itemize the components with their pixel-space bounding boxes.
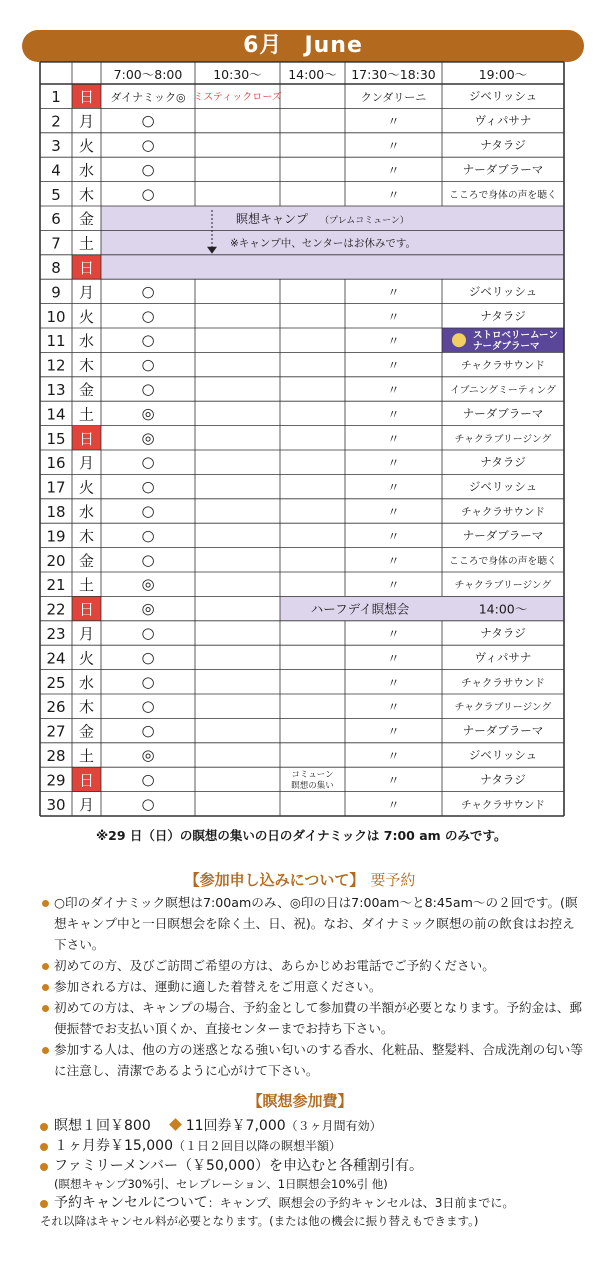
- slot-1730: クンダリーニ: [360, 91, 427, 105]
- slot-1900: チャクラブリージング: [454, 702, 552, 714]
- commune-label: コミューン: [291, 770, 334, 781]
- slot-1730: 〃: [387, 309, 400, 324]
- weekday: 金: [78, 381, 95, 399]
- weekday: 日: [78, 429, 95, 448]
- dynamic-slot: ○: [141, 502, 155, 520]
- dynamic-slot: ○: [141, 306, 155, 325]
- day-number: 2: [51, 112, 61, 131]
- slot-1730: 〃: [387, 407, 400, 422]
- commune-label: 瞑想の集い: [291, 781, 334, 792]
- day-number: 6: [51, 210, 61, 229]
- apply-list: [42, 892, 587, 1081]
- slot-1730: 〃: [387, 773, 400, 788]
- day-number: 21: [46, 576, 66, 595]
- slot-1900: チャクラブリージング: [454, 433, 552, 445]
- month-label: 6月: [243, 33, 283, 58]
- day-number: 7: [51, 234, 61, 253]
- apply-item: 参加される方は、運動に適した着替えをご用意ください。: [42, 976, 587, 997]
- day-number: 11: [46, 332, 66, 351]
- bullet-icon: [42, 1047, 49, 1054]
- apply-title: 【参加申し込みについて】: [184, 871, 365, 889]
- column-header: 7:00～8:00: [113, 67, 183, 82]
- slot-1730: 〃: [387, 627, 400, 641]
- weekday: 月: [78, 283, 95, 302]
- special-event-line1: ストロベリームーン: [473, 330, 558, 341]
- dynamic-slot: ◎: [141, 428, 155, 447]
- fees-list: [40, 1116, 590, 1230]
- slot-1730: 〃: [387, 700, 400, 715]
- slot-1900: ナーダブラーマ: [462, 528, 544, 543]
- weekday: 土: [78, 405, 95, 424]
- slot-1900: こころで身体の声を聴く: [449, 189, 557, 201]
- slot-1730: 〃: [387, 797, 400, 812]
- dynamic-slot: ○: [141, 624, 155, 642]
- bullet-icon: [40, 1200, 48, 1208]
- weekday: 日: [78, 88, 95, 107]
- slot-1900: チャクラサウンド: [461, 506, 545, 518]
- fee-family-note: (瞑想キャンプ30%引、セレブレーション、1日瞑想会10%引 他): [54, 1177, 388, 1191]
- weekday: 月: [78, 454, 95, 473]
- apply-item: 参加する人は、他の方の迷惑となる強い匂いのする香水、化粧品、整髪料、合成洗剤の匂い等に注意し、清潔であるように心がけて下さい。: [42, 1039, 587, 1081]
- dynamic-slot: ○: [141, 453, 155, 472]
- weekday: 木: [78, 185, 95, 204]
- day-number: 14: [46, 405, 66, 424]
- day-number: 20: [46, 551, 66, 570]
- bullet-icon: [40, 1143, 48, 1151]
- dynamic-slot: ○: [141, 697, 155, 716]
- slot-1900: チャクラサウンド: [461, 359, 545, 372]
- weekday: 木: [78, 356, 95, 375]
- day-number: 17: [46, 478, 66, 497]
- slot-1730: 〃: [387, 651, 400, 666]
- dynamic-slot: ○: [141, 477, 155, 496]
- dynamic-slot: ○: [141, 794, 155, 813]
- month-english: June: [304, 33, 363, 58]
- dynamic-slot: ○: [141, 721, 155, 740]
- special-event-line2: ナーダブラーマ: [473, 341, 540, 352]
- day-number: 29: [46, 771, 66, 790]
- fee-cancel: 予約キャンセルについて：キャンプ、瞑想会の予約キャンセルは、3日前までに。: [40, 1193, 590, 1213]
- fee-single: 瞑想１回￥800 11回券￥7,000（３ヶ月間有効）: [40, 1116, 590, 1136]
- slot-1900: ジベリッシュ: [468, 748, 538, 762]
- dynamic-slot: ◎: [141, 575, 155, 594]
- fees-section-title: 【瞑想参加費】: [247, 1092, 353, 1110]
- weekday: 木: [78, 527, 95, 546]
- dynamic-slot: ○: [141, 160, 155, 179]
- weekday: 月: [78, 795, 95, 814]
- weekday: 土: [78, 234, 95, 253]
- apply-section-title: [0, 869, 600, 890]
- column-header: 14:00～: [288, 67, 337, 82]
- day-number: 5: [51, 185, 61, 204]
- slot-1900: チャクラサウンド: [461, 798, 545, 811]
- day-number: 19: [46, 527, 66, 546]
- weekday: 日: [78, 259, 95, 277]
- camp-title: 瞑想キャンプ: [236, 212, 309, 226]
- slot-1730: 〃: [387, 383, 400, 397]
- halfday-label: ハーフデイ瞑想会: [310, 601, 410, 617]
- weekday: 金: [78, 551, 95, 570]
- dynamic-slot: ○: [141, 648, 155, 667]
- slot-1730: 〃: [387, 675, 400, 690]
- dynamic-slot: ○: [141, 184, 155, 203]
- weekday: 水: [78, 161, 95, 180]
- weekday: 木: [78, 698, 95, 717]
- slot-1030: ミスティックローズ: [193, 92, 282, 104]
- slot-1730: 〃: [387, 163, 400, 178]
- day-number: 10: [46, 307, 66, 326]
- fee-family: ファミリーメンバー（￥50,000）を申込むと各種割引有。: [40, 1156, 590, 1176]
- dynamic-slot: ○: [141, 111, 155, 130]
- slot-1900: ナーダブラーマ: [462, 406, 544, 421]
- slot-1730: 〃: [387, 285, 400, 300]
- slot-1900: ナーダブラーマ: [462, 723, 544, 738]
- slot-1730: 〃: [387, 358, 400, 373]
- bullet-icon: [40, 1163, 48, 1171]
- dynamic-slot: ○: [141, 331, 155, 350]
- slot-1730: 〃: [387, 749, 400, 763]
- dynamic-slot: ○: [141, 672, 155, 691]
- bullet-icon: [42, 1005, 49, 1012]
- slot-1730: 〃: [387, 456, 400, 471]
- slot-1900: イブニングミーティング: [450, 385, 556, 396]
- slot-1900: ジベリッシュ: [468, 479, 538, 494]
- slot-1900: ナタラジ: [480, 455, 526, 470]
- camp-subtitle: （プレムコミューン）: [320, 216, 409, 226]
- day-number: 30: [46, 795, 66, 814]
- apply-item: ○印のダイナミック瞑想は7:00amのみ、◎印の日は7:00am～と8:45am～の２回です。(瞑想キャンプ中と一日瞑想会を除く土、日、祝)。なお、ダイナミック瞑想の前の飲食はお控え下さい。: [42, 892, 587, 955]
- day-number: 12: [46, 356, 66, 375]
- slot-1730: 〃: [387, 578, 400, 593]
- halfday-time: 14:00～: [478, 601, 528, 617]
- slot-1730: 〃: [387, 431, 400, 446]
- dynamic-slot: ◎: [141, 404, 155, 423]
- day-number: 16: [46, 454, 66, 473]
- slot-1730: 〃: [387, 480, 400, 495]
- column-header: 17:30～18:30: [351, 67, 436, 82]
- slot-1900: ナタラジ: [480, 138, 526, 152]
- dynamic-slot: ○: [141, 136, 155, 154]
- weekday: 水: [78, 673, 95, 692]
- weekday: 月: [78, 625, 95, 643]
- weekday: 火: [78, 478, 95, 497]
- day-number: 27: [46, 722, 66, 741]
- column-header: 10:30～: [213, 67, 262, 82]
- weekday: 土: [78, 747, 95, 765]
- day-number: 18: [46, 503, 66, 521]
- slot-1900: ヴィパサナ: [474, 650, 532, 665]
- day-number: 22: [46, 600, 66, 619]
- day-number: 15: [46, 429, 66, 448]
- day-number: 4: [51, 161, 61, 180]
- weekday: 水: [78, 332, 95, 351]
- slot-1730: 〃: [387, 187, 400, 202]
- weekday: 月: [78, 112, 95, 131]
- weekday: 日: [78, 600, 95, 619]
- day-number: 1: [51, 88, 61, 107]
- weekday: 水: [78, 503, 95, 521]
- slot-1900: チャクラサウンド: [461, 676, 545, 689]
- dynamic-slot: ◎: [141, 599, 155, 618]
- day-number: 28: [46, 747, 66, 765]
- day-number: 25: [46, 673, 66, 692]
- weekday: 金: [78, 210, 95, 229]
- slot-1900: ナタラジ: [480, 308, 526, 323]
- day-number: 8: [51, 259, 61, 277]
- dynamic-slot: ○: [141, 526, 155, 545]
- slot-1730: 〃: [387, 529, 400, 544]
- fee-monthly: １ヶ月券￥15,000（１日２回目以降の瞑想半額）: [40, 1136, 590, 1156]
- dynamic-slot: ○: [141, 550, 155, 569]
- apply-item: 初めての方は、キャンプの場合、予約金として参加費の半額が必要となります。予約金は、郵便振替でお支払い頂くか、直接センターまでお持ち下さい。: [42, 997, 587, 1039]
- weekday: 火: [78, 307, 95, 326]
- slot-1900: ナタラジ: [480, 626, 526, 640]
- slot-1730: 〃: [387, 553, 400, 568]
- slot-1730: 〃: [387, 724, 400, 739]
- slot-1900: ナタラジ: [480, 772, 526, 787]
- camp-note: ※キャンプ中、センターはお休みです。: [230, 237, 417, 250]
- slot-1730: 〃: [387, 505, 400, 519]
- dynamic-slot: ○: [141, 770, 155, 789]
- diamond-icon: [169, 1118, 182, 1131]
- slot-1730: 〃: [387, 334, 400, 349]
- bullet-icon: [42, 963, 49, 970]
- weekday: 土: [78, 576, 95, 595]
- day-number: 23: [46, 625, 66, 643]
- full-moon-icon: [452, 333, 466, 347]
- bullet-icon: [42, 984, 49, 991]
- day-number: 3: [51, 137, 61, 155]
- bullet-icon: [42, 900, 49, 907]
- weekday: 火: [78, 137, 95, 155]
- day-number: 9: [51, 283, 61, 302]
- slot-1900: ジベリッシュ: [468, 89, 538, 104]
- dynamic-slot: ○: [141, 380, 155, 398]
- slot-1900: ジベリッシュ: [468, 284, 538, 299]
- weekday: 火: [78, 649, 95, 668]
- weekday: 日: [78, 771, 95, 790]
- note-29th: ※29 日（日）の瞑想の集いの日のダイナミックは 7:00 am のみです。: [96, 828, 507, 843]
- day-number: 13: [46, 381, 66, 399]
- slot-1900: ナーダブラーマ: [462, 162, 544, 177]
- slot-1900: こころで身体の声を聴く: [449, 555, 557, 567]
- slot-1730: 〃: [387, 114, 400, 129]
- fee-cancel-note: それ以降はキャンセル料が必要となります。(または他の機会に振り替えもできます。): [40, 1214, 479, 1228]
- slot-1900: ヴィパサナ: [474, 113, 532, 128]
- day-number: 24: [46, 649, 66, 668]
- bullet-icon: [40, 1123, 48, 1131]
- column-header: 19:00～: [478, 67, 528, 82]
- slot-1730: 〃: [387, 139, 400, 153]
- dynamic-slot: ○: [141, 355, 155, 374]
- dynamic-slot: ◎: [141, 746, 155, 764]
- weekday: 金: [78, 722, 95, 741]
- dynamic-slot: ダイナミック◎: [110, 91, 186, 105]
- slot-1900: チャクラブリージング: [454, 580, 552, 592]
- apply-item: 初めての方、及びご訪問ご希望の方は、あらかじめお電話でご予約ください。: [42, 955, 587, 976]
- reservation-required-tag: 要予約: [370, 871, 416, 889]
- dynamic-slot: ○: [141, 282, 155, 301]
- day-number: 26: [46, 698, 66, 717]
